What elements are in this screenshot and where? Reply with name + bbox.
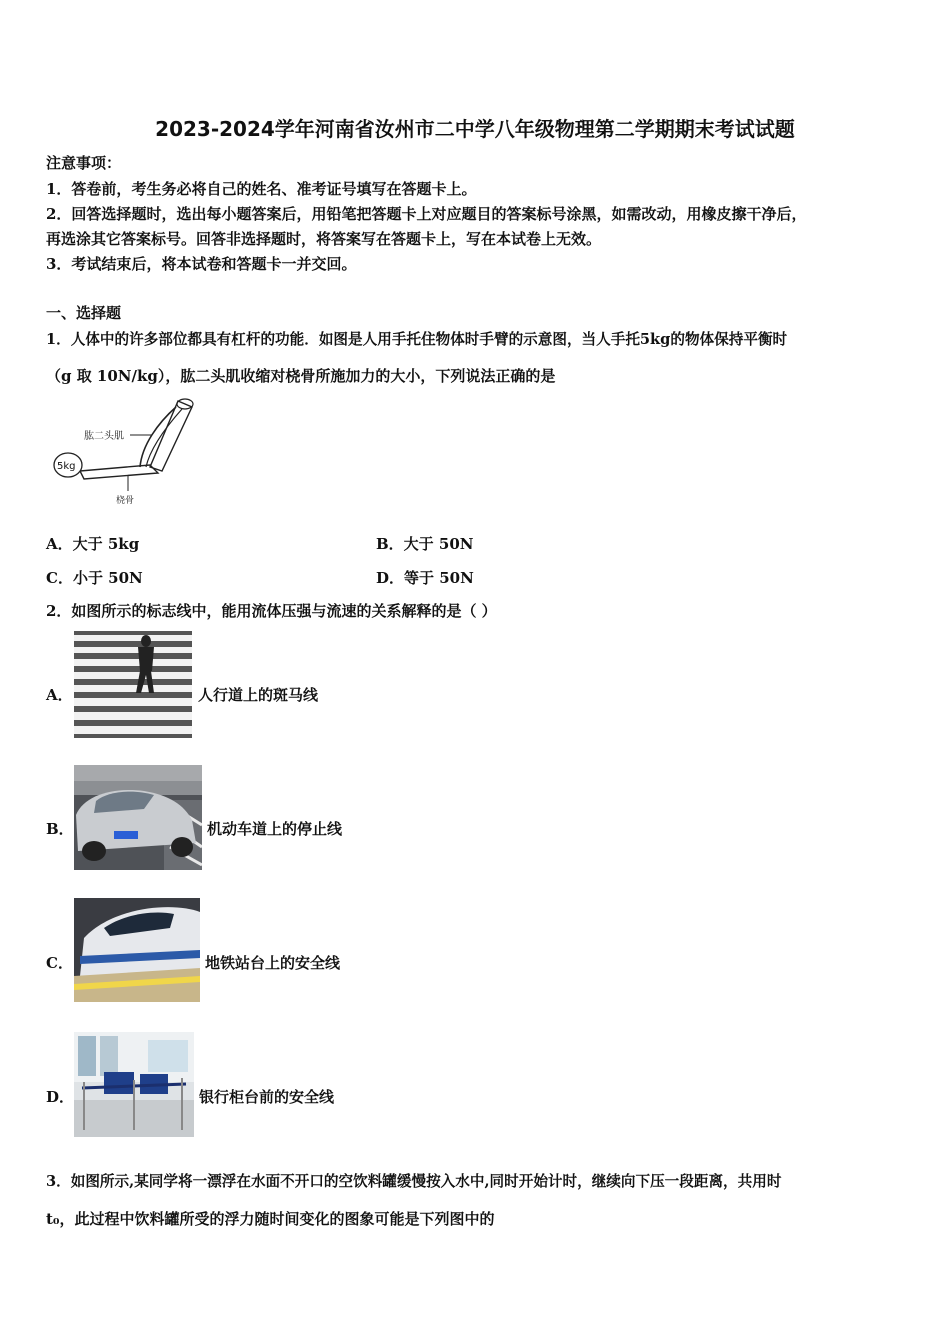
bone-label: 桡骨 <box>116 496 135 506</box>
q2-option-a-caption: 人行道上的斑马线 <box>198 686 319 704</box>
q2-option-d-caption: 银行柜台前的安全线 <box>199 1088 335 1106</box>
arm-lever-figure <box>50 393 200 508</box>
q3-stem-line1: 3．如图所示,某同学将一漂浮在水面不开口的空饮料罐缓慢按入水中,同时开始计时，继续向下压一段距离，共用时 <box>46 1173 782 1190</box>
q1-option-d[interactable]: D．等于 50N <box>376 569 474 587</box>
subway-platform-photo <box>74 898 200 1002</box>
q1-option-a[interactable]: A．大于 5kg <box>46 535 140 553</box>
muscle-label: 肱二头肌 <box>84 431 124 442</box>
q2-option-a-label[interactable]: A． <box>46 686 73 704</box>
notice-item-2-cont: 再选涂其它答案标号。回答非选择题时，将答案写在答题卡上，写在本试卷上无效。 <box>46 230 602 248</box>
q1-stem-line2: （g 取 10N/kg），肱二头肌收缩对桡骨所施加力的大小，下列说法正确的是 <box>46 367 556 385</box>
q1-stem-line1: 1．人体中的许多部位都具有杠杆的功能．如图是人用手托住物体时手臂的示意图，当人手托5kg的物体保持平衡时 <box>46 331 788 348</box>
q2-option-c-caption: 地铁站台上的安全线 <box>205 954 341 972</box>
q2-option-c-label[interactable]: C． <box>46 954 73 972</box>
page-title: 2023-2024学年河南省汝州市二中学八年级物理第二学期期末考试试题 <box>155 117 795 141</box>
section-heading: 一、选择题 <box>46 304 122 322</box>
q1-option-b[interactable]: B．大于 50N <box>376 535 474 553</box>
zebra-crossing-photo <box>74 631 192 738</box>
notice-item-1: 1．答卷前，考生务必将自己的姓名、准考证号填写在答题卡上。 <box>46 180 477 198</box>
q2-option-b-label[interactable]: B． <box>46 820 74 838</box>
weight-label: 5kg <box>57 461 76 472</box>
q3-stem-line2: t₀，此过程中饮料罐所受的浮力随时间变化的图象可能是下列图中的 <box>46 1210 495 1228</box>
notice-item-2: 2．回答选择题时，选出每小题答案后，用铅笔把答题卡上对应题目的答案标号涂黑，如需改动，用橡皮擦干净后， <box>46 205 807 223</box>
q2-option-b-caption: 机动车道上的停止线 <box>207 820 343 838</box>
car-stop-line-photo <box>74 765 202 870</box>
notice-heading: 注意事项： <box>46 154 122 172</box>
q2-stem: 2．如图所示的标志线中，能用流体压强与流速的关系解释的是（ ） <box>46 602 497 620</box>
bank-counter-photo <box>74 1032 194 1137</box>
notice-item-3: 3．考试结束后，将本试卷和答题卡一并交回。 <box>46 255 357 273</box>
q2-option-d-label[interactable]: D． <box>46 1088 75 1106</box>
q1-option-c[interactable]: C．小于 50N <box>46 569 143 587</box>
